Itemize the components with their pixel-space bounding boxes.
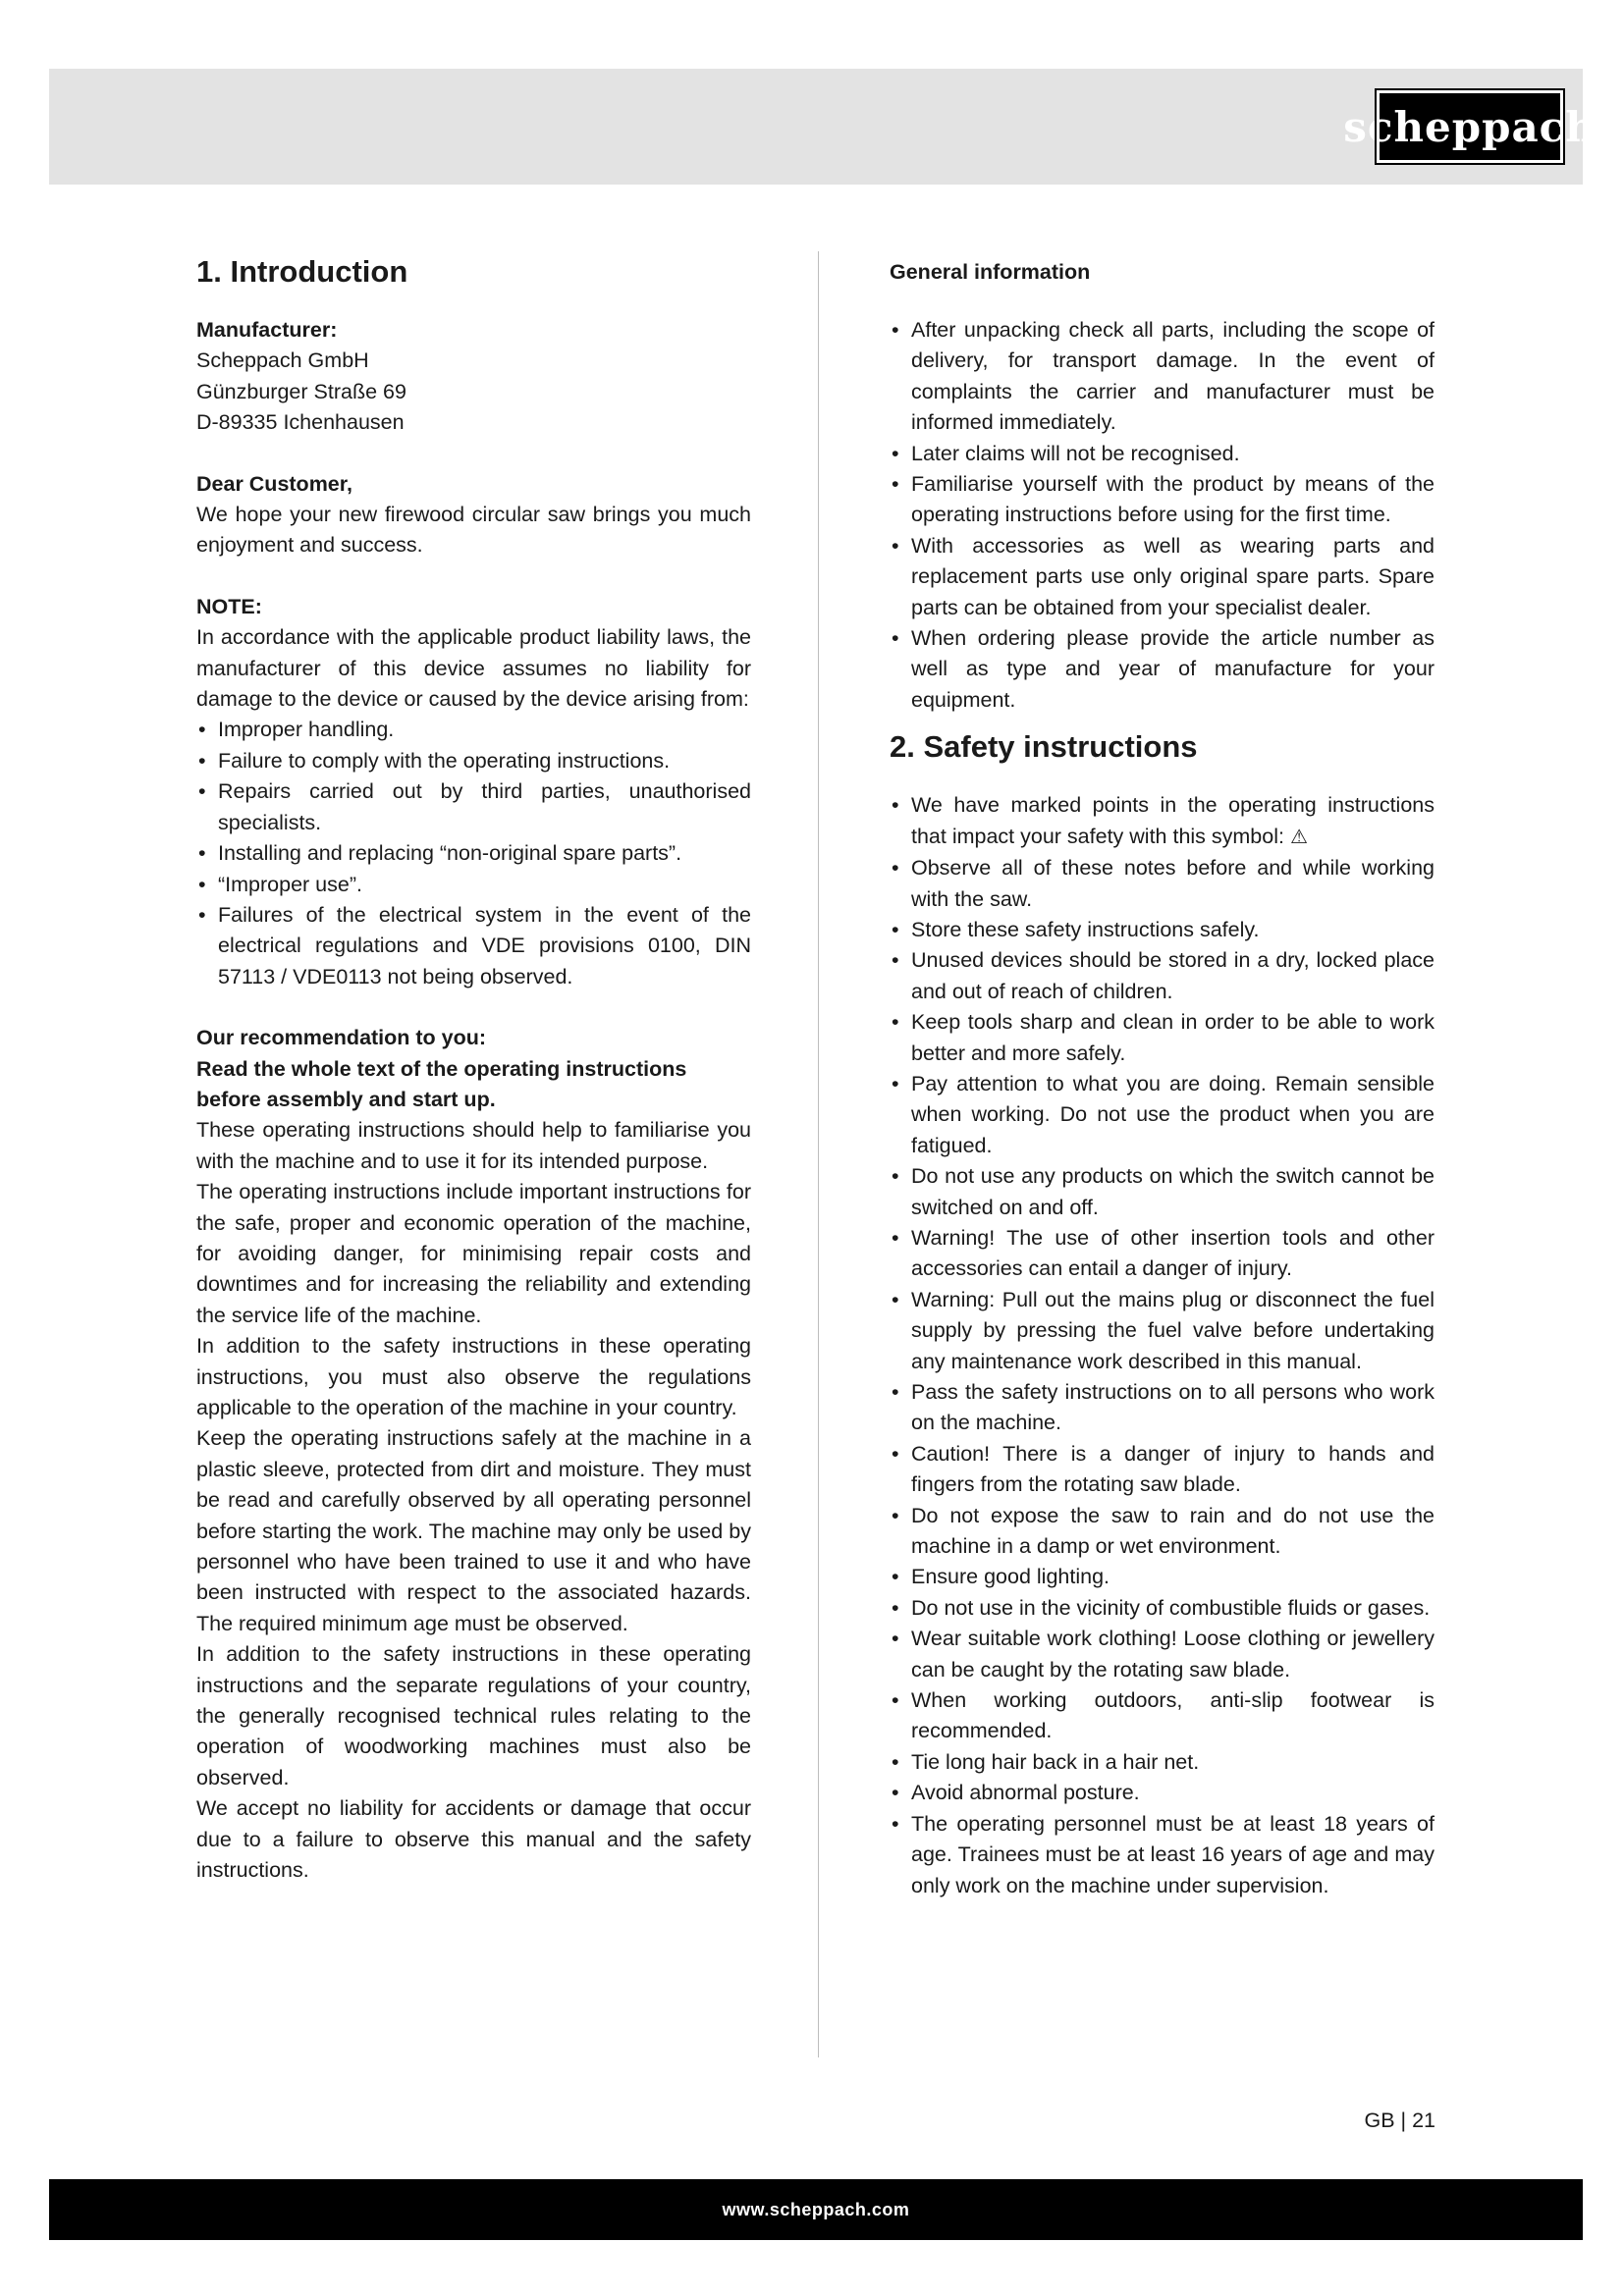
note-label: NOTE:	[196, 594, 262, 618]
list-item: • Caution! There is a danger of injury to hands and fingers from the rotating saw blade.	[890, 1439, 1435, 1501]
list-item: • Familiarise yourself with the product by means of the operating instructions before using for the first time.	[890, 469, 1435, 531]
list-item: • Ensure good lighting.	[890, 1562, 1435, 1592]
left-column	[196, 250, 751, 1887]
column-divider	[818, 251, 819, 2057]
note-list	[196, 715, 751, 992]
recommendation-label: Our recommendation to you:	[196, 1026, 487, 1050]
scheppach-logo: scheppach	[1377, 90, 1563, 163]
list-item: • Store these safety instructions safely.	[890, 915, 1435, 945]
list-item: • Tie long hair back in a hair net.	[890, 1747, 1435, 1778]
list-item: • Observe all of these notes before and while working with the saw.	[890, 853, 1435, 915]
warning-triangle-icon: ⚠	[1289, 826, 1308, 848]
introduction-heading: 1. Introduction	[196, 254, 408, 289]
header-bar	[49, 69, 1597, 185]
intro-paragraph: We accept no liability for accidents or damage that occur due to a failure to observe this manual and the safety instructions.	[196, 1796, 751, 1883]
list-item: • Do not expose the saw to rain and do not use the machine in a damp or wet environment.	[890, 1501, 1435, 1563]
safety-instructions-heading: 2. Safety instructions	[890, 729, 1198, 765]
footer-url-link[interactable]: www.scheppach.com	[722, 2199, 910, 2219]
list-item: • Warning! The use of other insertion tools and other accessories can entail a danger of injury.	[890, 1223, 1435, 1285]
list-item: • Improper handling.	[196, 715, 751, 745]
list-item: • Keep tools sharp and clean in order to be able to work better and more safely.	[890, 1007, 1435, 1069]
list-item: • Pass the safety instructions on to all persons who work on the machine.	[890, 1377, 1435, 1439]
manufacturer-line: Günzburger Straße 69	[196, 379, 406, 403]
dear-customer-text: We hope your new firewood circular saw brings you much enjoyment and success.	[196, 503, 751, 558]
list-item: • Installing and replacing “non-original spare parts”.	[196, 838, 751, 869]
list-item: • When ordering please provide the article number as well as type and year of manufacture for your equipment.	[890, 623, 1435, 716]
intro-paragraph: These operating instructions should help to familiarise you with the machine and to use it for its intended purpose.	[196, 1118, 751, 1173]
list-item: • Failure to comply with the operating instructions.	[196, 746, 751, 776]
manufacturer-label: Manufacturer:	[196, 318, 338, 342]
list-item: • Unused devices should be stored in a dry, locked place and out of reach of children.	[890, 945, 1435, 1007]
dear-customer-label: Dear Customer,	[196, 471, 352, 496]
safety-first-item-text: We have marked points in the operating instructions that impact your safety with this symbol:	[911, 793, 1435, 848]
list-item: • With accessories as well as wearing parts and replacement parts use only original spare parts. Spare parts can be obtained from your specialist dealer.	[890, 531, 1435, 623]
list-item: • Failures of the electrical system in the event of the electrical regulations and VDE provisions 0100, DIN 57113 / VDE0113 not being observed.	[196, 900, 751, 992]
list-item: • Wear suitable work clothing! Loose clothing or jewellery can be caught by the rotating saw blade.	[890, 1624, 1435, 1685]
general-information-list	[890, 315, 1435, 716]
list-item: • The operating personnel must be at least 18 years of age. Trainees must be at least 16 years of age and may only work on the machine under supervision.	[890, 1809, 1435, 1901]
intro-paragraph: In addition to the safety instructions in these operating instructions, you must also observe the regulations applicable to the operation of the machine in your country.	[196, 1334, 751, 1419]
general-information-label: General information	[890, 260, 1091, 284]
list-item: • After unpacking check all parts, including the scope of delivery, for transport damage. In the event of complaints the carrier and manufacturer must be informed immediately.	[890, 315, 1435, 439]
list-item: • “Improper use”.	[196, 870, 751, 900]
manufacturer-line: D-89335 Ichenhausen	[196, 410, 405, 435]
list-item: • Do not use in the vicinity of combustible fluids or gases.	[890, 1593, 1435, 1624]
list-item: • Repairs carried out by third parties, unauthorised specialists.	[196, 776, 751, 838]
intro-paragraph: In addition to the safety instructions in these operating instructions and the separate regulations of your country, the generally recognised technical rules relating to the operation of woodworking machines must also be observed.	[196, 1642, 751, 1789]
list-item: • Warning: Pull out the mains plug or disconnect the fuel supply by pressing the fuel valve before undertaking any maintenance work described in this manual.	[890, 1285, 1435, 1377]
list-item: • Avoid abnormal posture.	[890, 1778, 1435, 1808]
page-number: GB | 21	[1364, 2109, 1435, 2132]
footer-bar	[49, 2179, 1583, 2240]
note-text: In accordance with the applicable product liability laws, the manufacturer of this device assumes no liability for damage to the device or caused by the device arising from:	[196, 625, 751, 712]
intro-paragraph: The operating instructions include important instructions for the safe, proper and economic operation of the machine, for avoiding danger, for minimising repair costs and downtimes and for increasing the reliability and extending the service life of the machine.	[196, 1180, 751, 1327]
list-item	[890, 790, 1435, 853]
list-item: • Pay attention to what you are doing. Remain sensible when working. Do not use the product when you are fatigued.	[890, 1069, 1435, 1161]
list-item: • Later claims will not be recognised.	[890, 439, 1435, 469]
list-item: • Do not use any products on which the switch cannot be switched on and off.	[890, 1161, 1435, 1223]
recommendation-bold: Read the whole text of the operating instructions before assembly and start up.	[196, 1056, 687, 1111]
right-column	[890, 250, 1435, 1901]
intro-paragraph: Keep the operating instructions safely at the machine in a plastic sleeve, protected from dirt and moisture. They must be read and carefully observed by all operating personnel before starting the work. The machine may only be used by personnel who have been trained to use it and who have been instructed with respect to the associated hazards. The required minimum age must be observed.	[196, 1426, 751, 1635]
safety-instructions-list	[890, 790, 1435, 1901]
list-item: • When working outdoors, anti-slip footwear is recommended.	[890, 1685, 1435, 1747]
manufacturer-line: Scheppach GmbH	[196, 348, 369, 373]
